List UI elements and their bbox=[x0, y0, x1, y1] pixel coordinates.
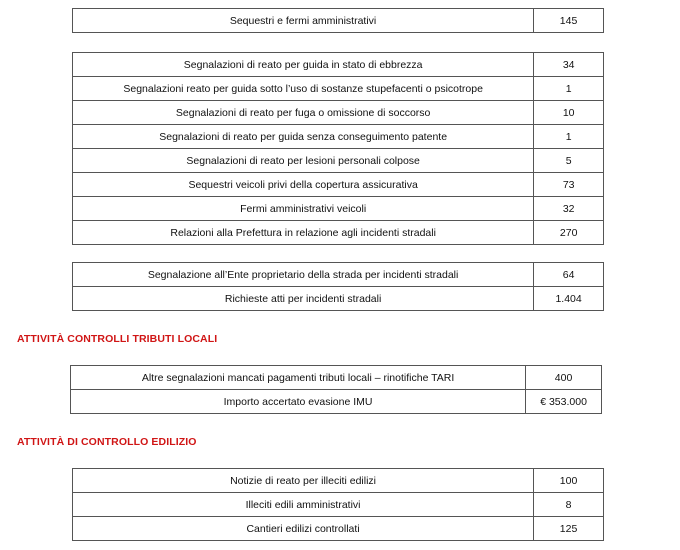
row-value: € 353.000 bbox=[526, 390, 602, 414]
row-label: Sequestri veicoli privi della copertura assicurativa bbox=[73, 173, 534, 197]
table-row bbox=[71, 366, 602, 390]
table-row bbox=[73, 149, 604, 173]
row-value: 100 bbox=[534, 469, 604, 493]
row-label: Cantieri edilizi controllati bbox=[73, 517, 534, 541]
row-label: Segnalazioni di reato per guida in stato di ebbrezza bbox=[73, 53, 534, 77]
row-label: Segnalazione all’Ente proprietario della strada per incidenti stradali bbox=[73, 263, 534, 287]
table-row bbox=[73, 77, 604, 101]
table-row bbox=[73, 9, 604, 33]
row-label: Segnalazioni di reato per guida senza conseguimento patente bbox=[73, 125, 534, 149]
row-value: 73 bbox=[534, 173, 604, 197]
row-value: 1 bbox=[534, 77, 604, 101]
table-row bbox=[73, 263, 604, 287]
row-value: 5 bbox=[534, 149, 604, 173]
row-value: 145 bbox=[534, 9, 604, 33]
row-value: 270 bbox=[534, 221, 604, 245]
table-row bbox=[73, 173, 604, 197]
row-label: Notizie di reato per illeciti edilizi bbox=[73, 469, 534, 493]
table-row bbox=[73, 53, 604, 77]
table-row bbox=[73, 197, 604, 221]
row-label: Segnalazioni reato per guida sotto l’uso di sostanze stupefacenti o psicotrope bbox=[73, 77, 534, 101]
sequestri-table bbox=[72, 8, 604, 33]
row-label: Segnalazioni di reato per fuga o omissione di soccorso bbox=[73, 101, 534, 125]
row-value: 64 bbox=[534, 263, 604, 287]
row-label: Fermi amministrativi veicoli bbox=[73, 197, 534, 221]
section-heading-controllo-edilizio: ATTIVITÀ DI CONTROLLO EDILIZIO bbox=[17, 436, 197, 448]
incidenti-stradali-table bbox=[72, 262, 604, 311]
section-heading-tributi-locali: ATTIVITÀ CONTROLLI TRIBUTI LOCALI bbox=[17, 333, 218, 345]
row-value: 8 bbox=[534, 493, 604, 517]
table-row bbox=[73, 469, 604, 493]
row-value: 400 bbox=[526, 366, 602, 390]
row-value: 34 bbox=[534, 53, 604, 77]
table-row bbox=[71, 390, 602, 414]
row-label: Altre segnalazioni mancati pagamenti tributi locali – rinotifiche TARI bbox=[71, 366, 526, 390]
row-value: 1.404 bbox=[534, 287, 604, 311]
table-row bbox=[73, 493, 604, 517]
table-row bbox=[73, 125, 604, 149]
row-value: 125 bbox=[534, 517, 604, 541]
table-row bbox=[73, 517, 604, 541]
table-row bbox=[73, 221, 604, 245]
row-value: 32 bbox=[534, 197, 604, 221]
tributi-locali-table bbox=[70, 365, 602, 414]
row-label: Importo accertato evasione IMU bbox=[71, 390, 526, 414]
row-label: Illeciti edili amministrativi bbox=[73, 493, 534, 517]
row-value: 1 bbox=[534, 125, 604, 149]
controllo-edilizio-table bbox=[72, 468, 604, 541]
table-row bbox=[73, 287, 604, 311]
segnalazioni-reato-table bbox=[72, 52, 604, 245]
table-row bbox=[73, 101, 604, 125]
row-label: Richieste atti per incidenti stradali bbox=[73, 287, 534, 311]
row-label: Relazioni alla Prefettura in relazione agli incidenti stradali bbox=[73, 221, 534, 245]
row-value: 10 bbox=[534, 101, 604, 125]
row-label: Sequestri e fermi amministrativi bbox=[73, 9, 534, 33]
row-label: Segnalazioni di reato per lesioni personali colpose bbox=[73, 149, 534, 173]
